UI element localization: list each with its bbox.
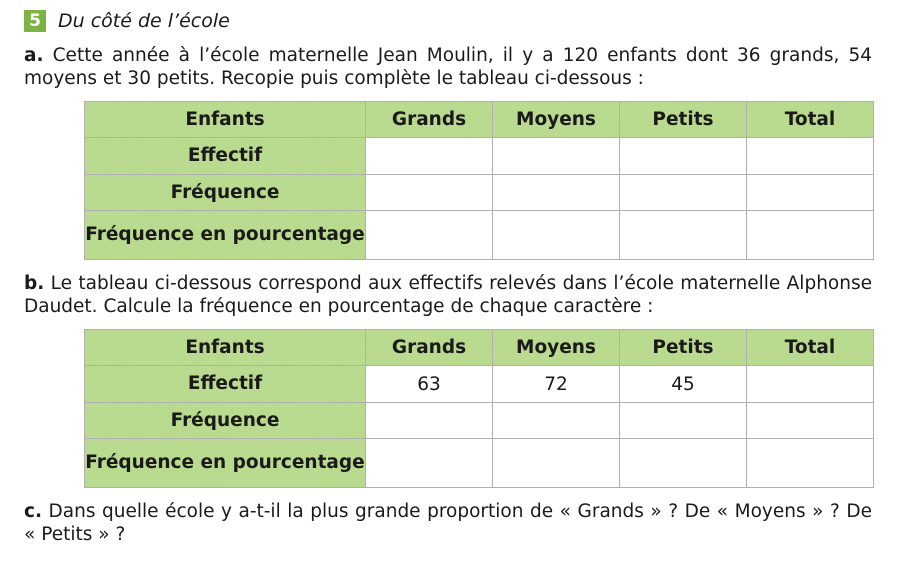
part-a-label: a. [24,45,44,66]
table-b-row-pourcentage [85,439,874,488]
table-a-row-label: Fréquence [85,175,366,211]
table-a [84,101,874,260]
table-b-header-grands: Grands [366,330,493,366]
part-c-statement [24,500,872,546]
table-b-cell [493,439,620,488]
table-a-header-petits: Petits [620,102,747,138]
table-b-row-label: Fréquence en pourcentage [85,439,366,488]
table-b-cell [493,403,620,439]
table-a-cell [493,211,620,260]
table-b [84,329,874,488]
table-a-cell [493,175,620,211]
part-b-text: Le tableau ci-dessous correspond aux effectifs relevés dans l’école maternelle Alphonse Daudet. Calcule la fréquence en pourcentage de chaque caractère : [24,273,872,317]
part-c-text: Dans quelle école y a-t-il la plus grande proportion de « Grands » ? De « Moyens » ? De « Petits » ? [24,501,872,545]
table-a-header-total: Total [747,102,874,138]
part-b-label: b. [24,273,45,294]
table-a-cell [747,211,874,260]
table-b-cell [620,403,747,439]
table-a-cell [620,211,747,260]
table-a-cell [366,211,493,260]
table-a-header-enfants: Enfants [85,102,366,138]
table-b-cell [366,403,493,439]
table-a-cell [620,138,747,175]
table-a-cell [747,175,874,211]
table-a-cell [366,138,493,175]
table-b-cell: 45 [620,366,747,403]
table-b-cell: 72 [493,366,620,403]
table-a-cell [620,175,747,211]
table-a-row-effectif [85,138,874,175]
table-a-header-moyens: Moyens [493,102,620,138]
table-b-header-enfants: Enfants [85,330,366,366]
table-b-row-label: Fréquence [85,403,366,439]
part-b-statement [24,272,872,318]
part-c-label: c. [24,501,42,522]
table-b-row-effectif [85,366,874,403]
exercise-number-badge: 5 [24,10,46,32]
table-a-row-label: Effectif [85,138,366,175]
table-b-header-total: Total [747,330,874,366]
table-b-cell [620,439,747,488]
exercise-title: Du côté de l’école [58,10,230,32]
table-a-row-label: Fréquence en pourcentage [85,211,366,260]
table-a-header-grands: Grands [366,102,493,138]
table-b-header-row [85,330,874,366]
table-b-row-label: Effectif [85,366,366,403]
table-b-row-frequence [85,403,874,439]
table-a-row-pourcentage [85,211,874,260]
table-b-cell: 63 [366,366,493,403]
table-b-header-petits: Petits [620,330,747,366]
table-a-cell [747,138,874,175]
part-a-statement [24,44,872,90]
table-a-cell [493,138,620,175]
table-b-header-moyens: Moyens [493,330,620,366]
table-b-cell [747,403,874,439]
table-b-cell [366,439,493,488]
table-a-cell [366,175,493,211]
table-b-cell [747,366,874,403]
table-a-row-frequence [85,175,874,211]
exercise-header [24,8,230,34]
table-a-header-row [85,102,874,138]
part-a-text: Cette année à l’école maternelle Jean Moulin, il y a 120 enfants dont 36 grands, 54 moyens et 30 petits. Recopie puis complète le tableau ci-dessous : [24,45,872,89]
table-b-cell [747,439,874,488]
